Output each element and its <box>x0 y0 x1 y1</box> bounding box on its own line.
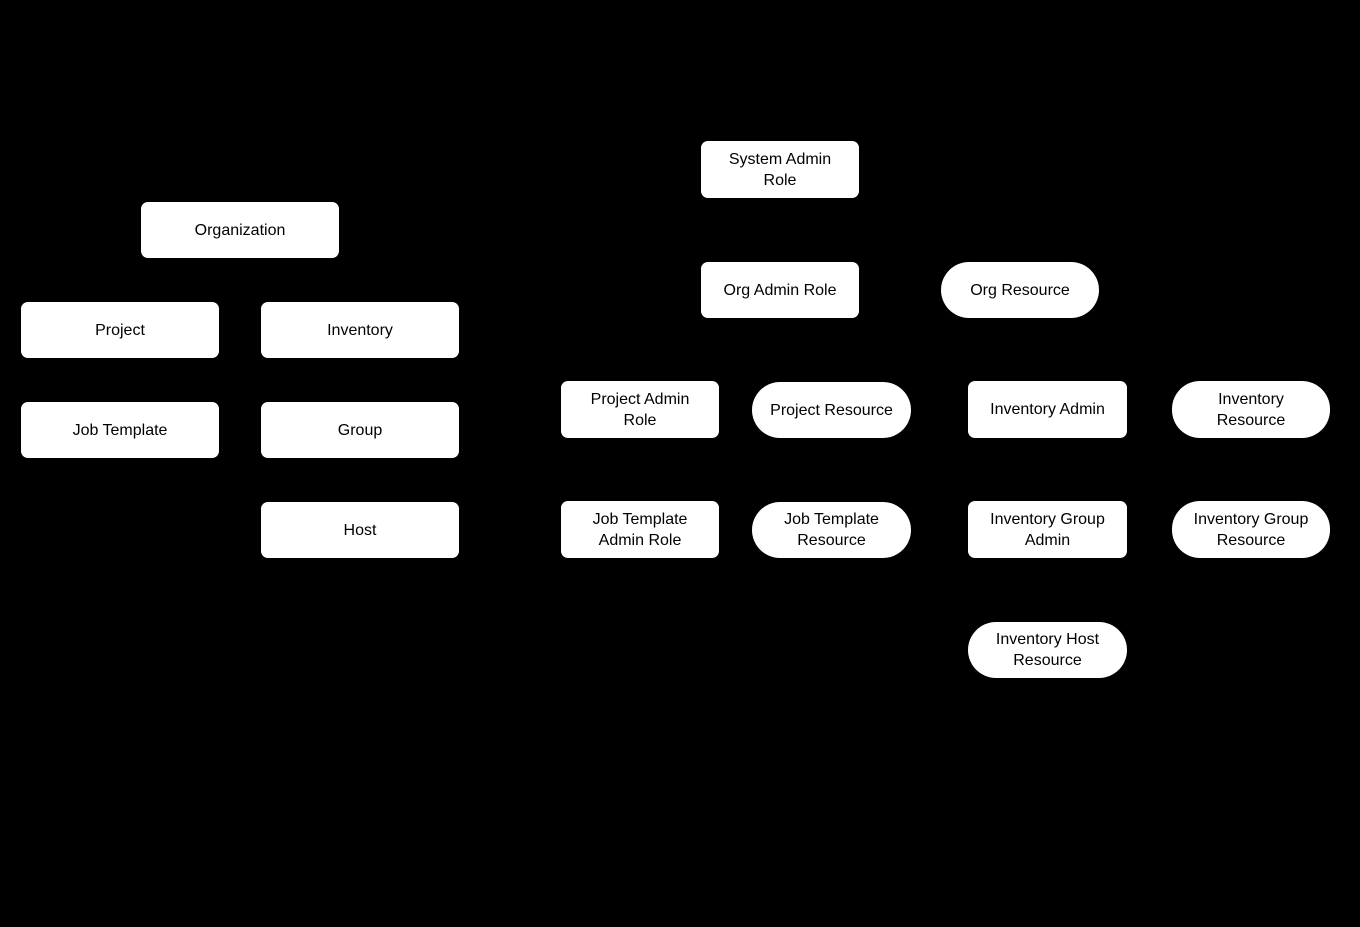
node-system-admin-role: System Admin Role <box>701 141 859 198</box>
node-org-resource: Org Resource <box>941 262 1099 318</box>
node-job-template-admin-role: Job Template Admin Role <box>561 501 719 558</box>
node-host: Host <box>261 502 459 558</box>
node-project-resource: Project Resource <box>752 382 911 438</box>
node-project-admin-role: Project Admin Role <box>561 381 719 438</box>
node-inventory-group-resource: Inventory Group Resource <box>1172 501 1330 558</box>
node-organization: Organization <box>141 202 339 258</box>
node-inventory: Inventory <box>261 302 459 358</box>
node-inventory-admin: Inventory Admin <box>968 381 1127 438</box>
node-project: Project <box>21 302 219 358</box>
node-inventory-group-admin: Inventory Group Admin <box>968 501 1127 558</box>
node-group: Group <box>261 402 459 458</box>
node-job-template-resource: Job Template Resource <box>752 502 911 558</box>
node-job-template: Job Template <box>21 402 219 458</box>
node-inventory-host-resource: Inventory Host Resource <box>968 622 1127 678</box>
node-inventory-resource: Inventory Resource <box>1172 381 1330 438</box>
node-org-admin-role: Org Admin Role <box>701 262 859 318</box>
